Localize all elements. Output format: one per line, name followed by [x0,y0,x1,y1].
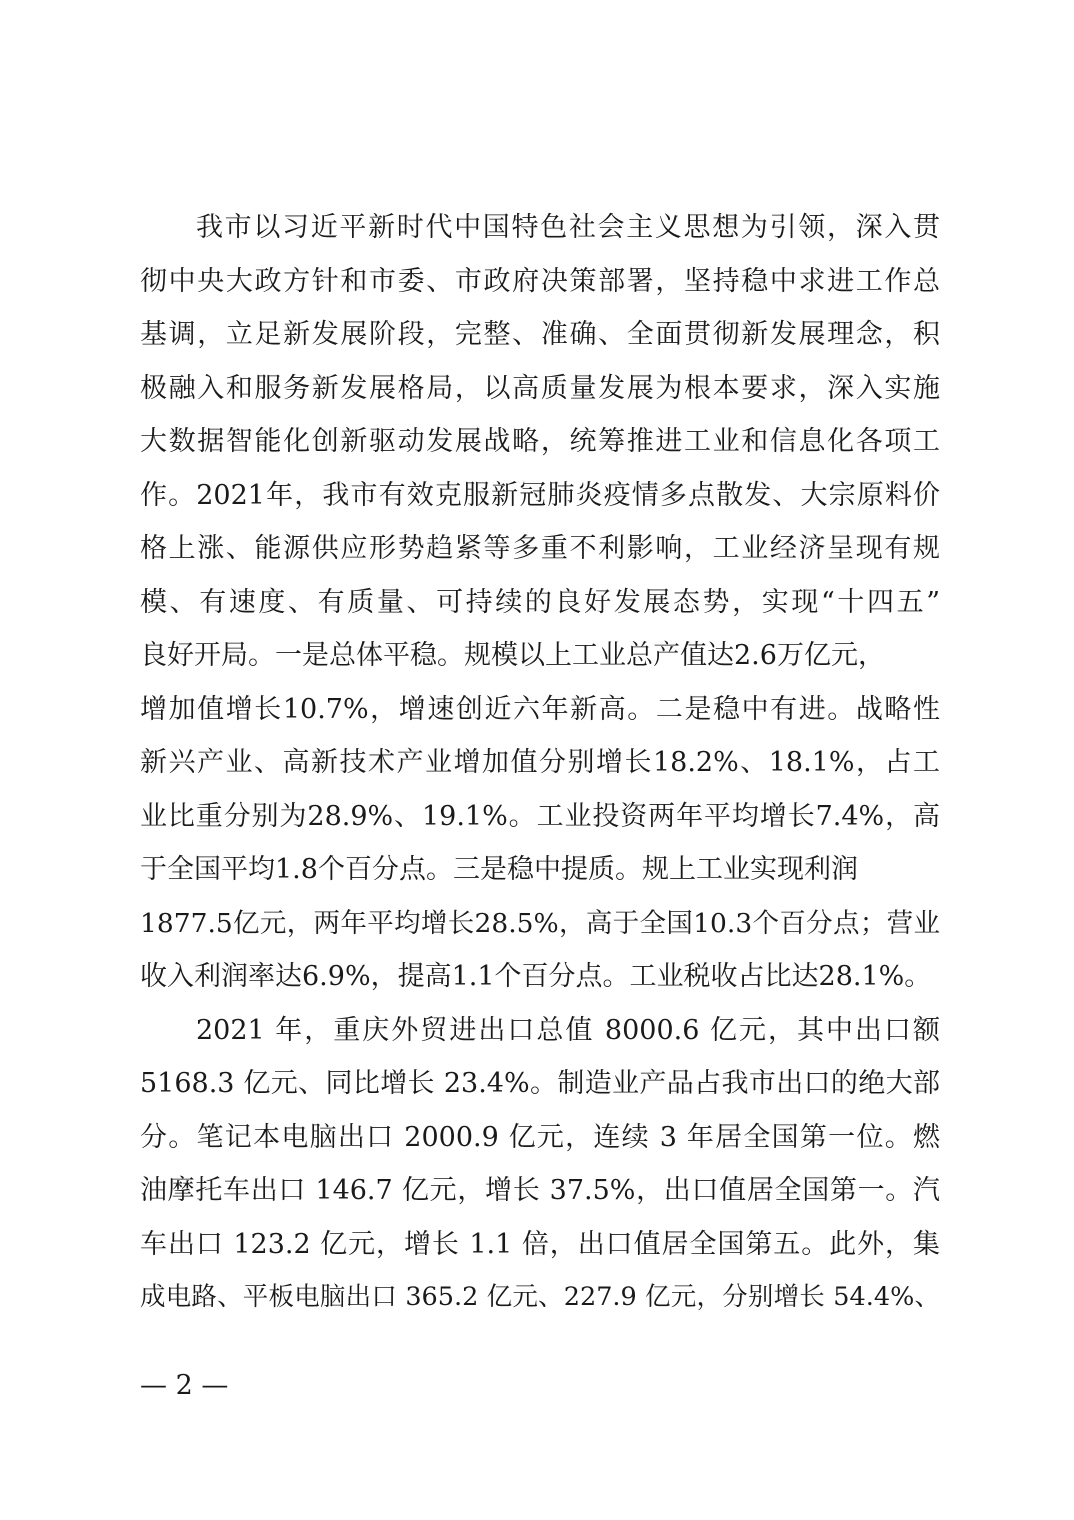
text-line: 车出口 123.2 亿元，增长 1.1 倍，出口值居全国第五。此外，集 [140,1228,940,1260]
text-line: 于全国平均1.8个百分点。三是稳中提质。规上工业实现利润 [140,854,858,885]
paragraph-1 [140,201,940,1004]
text-line: 收入利润率达6.9%，提高1.1个百分点。工业税收占比达28.1%。 [140,961,932,992]
text-line: 良好开局。一是总体平稳。规模以上工业总产值达2.6万亿元， [140,640,885,671]
text-line: 彻中央大政方针和市委、市政府决策部署，坚持稳中求进工作总 [140,265,940,297]
text-line: 2021 年，重庆外贸进出口总值 8000.6 亿元，其中出口额 [196,1014,940,1046]
paragraph-2 [140,1004,940,1325]
text-line: 格上涨、能源供应形势趋紧等多重不利影响，工业经济呈现有规 [140,533,940,564]
page-number: — 2 — [140,1370,229,1401]
text-line: 极融入和服务新发展格局，以高质量发展为根本要求，深入实施 [140,372,940,404]
text-line: 增加值增长10.7%，增速创近六年新高。二是稳中有进。战略性 [140,693,940,725]
text-line: 成电路、平板电脑出口 365.2 亿元、227.9 亿元，分别增长 54.4%、 [140,1282,940,1312]
text-line: 我市以习近平新时代中国特色社会主义思想为引领，深入贯 [196,212,940,243]
text-line: 油摩托车出口 146.7 亿元，增长 37.5%，出口值居全国第一。汽 [140,1175,940,1206]
text-line: 分。笔记本电脑出口 2000.9 亿元，连续 3 年居全国第一位。燃 [140,1121,940,1153]
text-line: 大数据智能化创新驱动发展战略，统筹推进工业和信息化各项工 [140,426,940,457]
text-line: 模、有速度、有质量、可持续的良好发展态势，实现“十四五” [140,586,940,618]
text-line: 1877.5亿元，两年平均增长28.5%，高于全国10.3个百分点；营业 [140,907,940,939]
text-line: 新兴产业、高新技术产业增加值分别增长18.2%、18.1%，占工 [140,747,940,778]
text-line: 基调，立足新发展阶段，完整、准确、全面贯彻新发展理念，积 [140,319,940,350]
text-line: 业比重分别为28.9%、19.1%。工业投资两年平均增长7.4%，高 [140,800,940,832]
body-text [140,201,940,1325]
text-line: 作。2021年，我市有效克服新冠肺炎疫情多点散发、大宗原料价 [140,479,940,511]
text-line: 5168.3 亿元、同比增长 23.4%。制造业产品占我市出口的绝大部 [140,1068,940,1099]
